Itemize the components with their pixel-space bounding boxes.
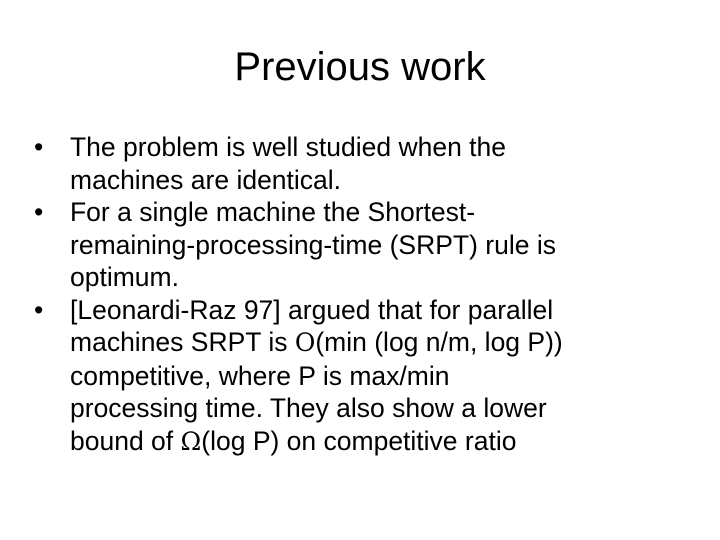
bullet-3-line-2-pre: machines SRPT is <box>70 327 295 357</box>
bullet-2-line-2: remaining-processing-time (SRPT) rule is <box>70 229 556 260</box>
bullet-1-line-2: machines are identical. <box>70 164 342 195</box>
slide-title: Previous work <box>234 45 486 89</box>
bullet-item <box>34 131 694 196</box>
big-o-symbol: O <box>294 328 316 357</box>
bullet-3-line-1: [Leonardi-Raz 97] argued that for parallel <box>70 294 554 325</box>
bullet-2-line-3: optimum. <box>70 262 179 292</box>
bullet-3-line-2-post: (min (log n/m, log P)) <box>315 327 563 357</box>
bullet-2-line-1: For a single machine the Shortest- <box>70 197 476 227</box>
bullet-dot-icon: • <box>34 132 44 162</box>
bullet-3-line-5 <box>70 425 694 459</box>
bullet-dot-icon: • <box>34 197 44 227</box>
bullet-3-line-4: processing time. They also show a lower <box>70 393 547 423</box>
omega-symbol: Ω <box>180 426 202 456</box>
bullet-3-line-3: competitive, where P is max/min <box>70 360 450 391</box>
bullet-3-line-5-post: (log P) on competitive ratio <box>201 425 517 456</box>
bullet-dot-icon: • <box>34 294 44 325</box>
bullet-3-line-5-pre: bound of <box>70 425 181 456</box>
bullet-item <box>34 196 694 294</box>
bullet-1-line-1: The problem is well studied when the <box>70 132 507 162</box>
bullet-item <box>34 294 694 459</box>
bullet-list <box>34 131 694 458</box>
bullet-3-line-2 <box>70 326 694 360</box>
